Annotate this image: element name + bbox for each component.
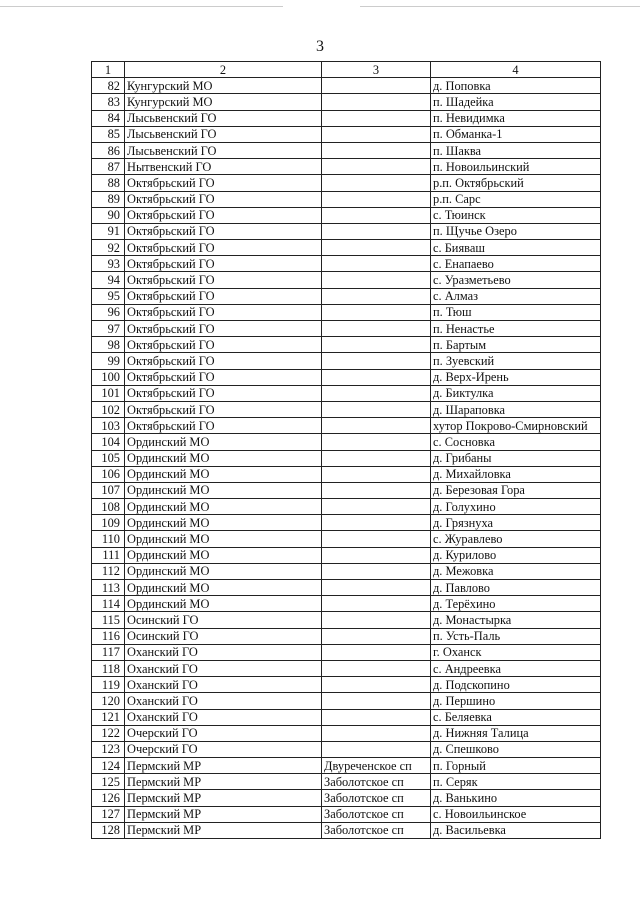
locality-cell: с. Сосновка <box>431 434 601 450</box>
municipality-cell: Ординский МО <box>125 515 322 531</box>
table-row <box>92 660 601 676</box>
row-number-cell: 126 <box>92 790 125 806</box>
settlement-district-cell <box>322 628 431 644</box>
table-row <box>92 369 601 385</box>
table-row <box>92 563 601 579</box>
row-number-cell: 95 <box>92 288 125 304</box>
row-number-cell: 113 <box>92 580 125 596</box>
row-number-cell: 83 <box>92 94 125 110</box>
municipality-cell: Октябрьский ГО <box>125 369 322 385</box>
settlement-district-cell <box>322 240 431 256</box>
locality-cell: с. Бияваш <box>431 240 601 256</box>
locality-cell: п. Зуевский <box>431 353 601 369</box>
locality-cell: д. Нижняя Талица <box>431 725 601 741</box>
row-number-cell: 103 <box>92 418 125 434</box>
table-row <box>92 596 601 612</box>
municipality-cell: Октябрьский ГО <box>125 223 322 239</box>
locality-cell: с. Тюинск <box>431 207 601 223</box>
row-number-cell: 128 <box>92 822 125 838</box>
table-row <box>92 741 601 757</box>
municipality-cell: Оханский ГО <box>125 677 322 693</box>
table-row <box>92 644 601 660</box>
row-number-cell: 127 <box>92 806 125 822</box>
municipality-cell: Ординский МО <box>125 547 322 563</box>
municipality-cell: Ординский МО <box>125 563 322 579</box>
settlement-district-cell <box>322 256 431 272</box>
locality-cell: д. Голухино <box>431 499 601 515</box>
municipality-cell: Оханский ГО <box>125 693 322 709</box>
table-row <box>92 110 601 126</box>
settlement-district-cell <box>322 288 431 304</box>
locality-cell: с. Журавлево <box>431 531 601 547</box>
locality-cell: д. Шараповка <box>431 401 601 417</box>
row-number-cell: 94 <box>92 272 125 288</box>
settlement-district-cell <box>322 531 431 547</box>
row-number-cell: 100 <box>92 369 125 385</box>
settlement-district-cell: Заболотское сп <box>322 790 431 806</box>
settlement-district-cell <box>322 94 431 110</box>
locality-cell: д. Михайловка <box>431 466 601 482</box>
settlement-district-cell <box>322 434 431 450</box>
settlement-district-cell <box>322 563 431 579</box>
top-rule-right <box>360 6 640 7</box>
municipality-cell: Пермский МР <box>125 758 322 774</box>
row-number-cell: 97 <box>92 321 125 337</box>
table-row <box>92 547 601 563</box>
municipality-cell: Октябрьский ГО <box>125 207 322 223</box>
table-row <box>92 693 601 709</box>
locality-cell: п. Шаква <box>431 142 601 158</box>
settlement-district-cell <box>322 596 431 612</box>
table-row <box>92 434 601 450</box>
table-row <box>92 126 601 142</box>
table-row <box>92 628 601 644</box>
table-row <box>92 321 601 337</box>
settlements-table-container <box>91 61 601 839</box>
table-row <box>92 822 601 838</box>
settlement-district-cell <box>322 272 431 288</box>
locality-cell: с. Новоильинское <box>431 806 601 822</box>
table-row <box>92 515 601 531</box>
table-row <box>92 272 601 288</box>
row-number-cell: 99 <box>92 353 125 369</box>
settlement-district-cell: Заболотское сп <box>322 774 431 790</box>
settlement-district-cell <box>322 385 431 401</box>
locality-cell: п. Шадейка <box>431 94 601 110</box>
table-row <box>92 758 601 774</box>
municipality-cell: Ординский МО <box>125 482 322 498</box>
row-number-cell: 98 <box>92 337 125 353</box>
row-number-cell: 96 <box>92 304 125 320</box>
settlement-district-cell <box>322 191 431 207</box>
municipality-cell: Лысьвенский ГО <box>125 110 322 126</box>
settlement-district-cell <box>322 369 431 385</box>
row-number-cell: 115 <box>92 612 125 628</box>
row-number-cell: 101 <box>92 385 125 401</box>
locality-cell: д. Межовка <box>431 563 601 579</box>
settlement-district-cell <box>322 499 431 515</box>
table-row <box>92 725 601 741</box>
locality-cell: р.п. Сарс <box>431 191 601 207</box>
locality-cell: с. Енапаево <box>431 256 601 272</box>
locality-cell: г. Оханск <box>431 644 601 660</box>
row-number-cell: 120 <box>92 693 125 709</box>
settlement-district-cell: Заболотское сп <box>322 822 431 838</box>
locality-cell: д. Поповка <box>431 78 601 94</box>
row-number-cell: 88 <box>92 175 125 191</box>
row-number-cell: 87 <box>92 159 125 175</box>
locality-cell: д. Спешково <box>431 741 601 757</box>
settlement-district-cell <box>322 482 431 498</box>
row-number-cell: 111 <box>92 547 125 563</box>
table-row <box>92 207 601 223</box>
table-row <box>92 353 601 369</box>
municipality-cell: Лысьвенский ГО <box>125 142 322 158</box>
municipality-cell: Кунгурский МО <box>125 78 322 94</box>
table-row <box>92 142 601 158</box>
table-row <box>92 806 601 822</box>
settlement-district-cell <box>322 159 431 175</box>
settlement-district-cell <box>322 223 431 239</box>
locality-cell: п. Усть-Паль <box>431 628 601 644</box>
table-body <box>92 78 601 839</box>
table-row <box>92 612 601 628</box>
locality-cell: д. Першино <box>431 693 601 709</box>
locality-cell: хутор Покрово-Смирновский <box>431 418 601 434</box>
table-row <box>92 580 601 596</box>
settlement-district-cell: Двуреченское сп <box>322 758 431 774</box>
row-number-cell: 114 <box>92 596 125 612</box>
locality-cell: п. Невидимка <box>431 110 601 126</box>
table-row <box>92 288 601 304</box>
municipality-cell: Очерский ГО <box>125 725 322 741</box>
municipality-cell: Октябрьский ГО <box>125 240 322 256</box>
municipality-cell: Октябрьский ГО <box>125 385 322 401</box>
locality-cell: п. Серяк <box>431 774 601 790</box>
row-number-cell: 107 <box>92 482 125 498</box>
table-row <box>92 531 601 547</box>
settlement-district-cell <box>322 612 431 628</box>
row-number-cell: 86 <box>92 142 125 158</box>
settlement-district-cell <box>322 78 431 94</box>
locality-cell: п. Новоильинский <box>431 159 601 175</box>
row-number-cell: 116 <box>92 628 125 644</box>
top-rule-left <box>0 6 283 7</box>
table-row <box>92 401 601 417</box>
row-number-cell: 84 <box>92 110 125 126</box>
row-number-cell: 104 <box>92 434 125 450</box>
locality-cell: п. Обманка-1 <box>431 126 601 142</box>
row-number-cell: 85 <box>92 126 125 142</box>
row-number-cell: 89 <box>92 191 125 207</box>
municipality-cell: Лысьвенский ГО <box>125 126 322 142</box>
settlement-district-cell <box>322 304 431 320</box>
page-number: 3 <box>316 38 324 55</box>
table-row <box>92 499 601 515</box>
municipality-cell: Октябрьский ГО <box>125 288 322 304</box>
municipality-cell: Октябрьский ГО <box>125 175 322 191</box>
table-row <box>92 191 601 207</box>
settlements-table <box>91 61 601 839</box>
table-row <box>92 774 601 790</box>
row-number-cell: 92 <box>92 240 125 256</box>
row-number-cell: 108 <box>92 499 125 515</box>
municipality-cell: Нытвенский ГО <box>125 159 322 175</box>
row-number-cell: 112 <box>92 563 125 579</box>
column-header-3: 3 <box>322 62 431 78</box>
column-header-2: 2 <box>125 62 322 78</box>
settlement-district-cell <box>322 353 431 369</box>
table-row <box>92 223 601 239</box>
locality-cell: с. Уразметьево <box>431 272 601 288</box>
locality-cell: д. Биктулка <box>431 385 601 401</box>
locality-cell: п. Щучье Озеро <box>431 223 601 239</box>
table-row <box>92 240 601 256</box>
row-number-cell: 124 <box>92 758 125 774</box>
row-number-cell: 90 <box>92 207 125 223</box>
table-row <box>92 418 601 434</box>
locality-cell: с. Андреевка <box>431 660 601 676</box>
table-row <box>92 709 601 725</box>
municipality-cell: Ординский МО <box>125 450 322 466</box>
row-number-cell: 91 <box>92 223 125 239</box>
municipality-cell: Очерский ГО <box>125 741 322 757</box>
municipality-cell: Октябрьский ГО <box>125 321 322 337</box>
row-number-cell: 119 <box>92 677 125 693</box>
locality-cell: д. Павлово <box>431 580 601 596</box>
row-number-cell: 105 <box>92 450 125 466</box>
row-number-cell: 109 <box>92 515 125 531</box>
row-number-cell: 123 <box>92 741 125 757</box>
locality-cell: д. Березовая Гора <box>431 482 601 498</box>
table-header-row <box>92 62 601 78</box>
locality-cell: д. Ванькино <box>431 790 601 806</box>
municipality-cell: Октябрьский ГО <box>125 191 322 207</box>
row-number-cell: 122 <box>92 725 125 741</box>
settlement-district-cell <box>322 709 431 725</box>
municipality-cell: Октябрьский ГО <box>125 401 322 417</box>
settlement-district-cell <box>322 547 431 563</box>
municipality-cell: Пермский МР <box>125 822 322 838</box>
row-number-cell: 125 <box>92 774 125 790</box>
table-row <box>92 337 601 353</box>
column-header-1: 1 <box>92 62 125 78</box>
locality-cell: д. Грибаны <box>431 450 601 466</box>
row-number-cell: 118 <box>92 660 125 676</box>
settlement-district-cell: Заболотское сп <box>322 806 431 822</box>
municipality-cell: Ординский МО <box>125 580 322 596</box>
settlement-district-cell <box>322 337 431 353</box>
locality-cell: д. Верх-Ирень <box>431 369 601 385</box>
table-row <box>92 94 601 110</box>
locality-cell: с. Алмаз <box>431 288 601 304</box>
settlement-district-cell <box>322 126 431 142</box>
table-row <box>92 466 601 482</box>
municipality-cell: Пермский МР <box>125 790 322 806</box>
locality-cell: р.п. Октябрьский <box>431 175 601 191</box>
table-row <box>92 385 601 401</box>
municipality-cell: Пермский МР <box>125 774 322 790</box>
table-row <box>92 450 601 466</box>
settlement-district-cell <box>322 207 431 223</box>
settlement-district-cell <box>322 644 431 660</box>
settlement-district-cell <box>322 466 431 482</box>
settlement-district-cell <box>322 693 431 709</box>
settlement-district-cell <box>322 677 431 693</box>
settlement-district-cell <box>322 515 431 531</box>
municipality-cell: Осинский ГО <box>125 612 322 628</box>
settlement-district-cell <box>322 741 431 757</box>
municipality-cell: Октябрьский ГО <box>125 337 322 353</box>
locality-cell: д. Терёхино <box>431 596 601 612</box>
municipality-cell: Кунгурский МО <box>125 94 322 110</box>
municipality-cell: Ординский МО <box>125 434 322 450</box>
municipality-cell: Ординский МО <box>125 466 322 482</box>
row-number-cell: 110 <box>92 531 125 547</box>
municipality-cell: Октябрьский ГО <box>125 304 322 320</box>
locality-cell: д. Грязнуха <box>431 515 601 531</box>
municipality-cell: Ординский МО <box>125 531 322 547</box>
settlement-district-cell <box>322 321 431 337</box>
locality-cell: д. Курилово <box>431 547 601 563</box>
table-row <box>92 256 601 272</box>
settlement-district-cell <box>322 580 431 596</box>
municipality-cell: Осинский ГО <box>125 628 322 644</box>
locality-cell: п. Ненастье <box>431 321 601 337</box>
locality-cell: д. Подскопино <box>431 677 601 693</box>
municipality-cell: Оханский ГО <box>125 660 322 676</box>
table-row <box>92 159 601 175</box>
municipality-cell: Ординский МО <box>125 596 322 612</box>
row-number-cell: 106 <box>92 466 125 482</box>
row-number-cell: 121 <box>92 709 125 725</box>
settlement-district-cell <box>322 110 431 126</box>
settlement-district-cell <box>322 725 431 741</box>
column-header-4: 4 <box>431 62 601 78</box>
settlement-district-cell <box>322 142 431 158</box>
locality-cell: п. Горный <box>431 758 601 774</box>
locality-cell: п. Бартым <box>431 337 601 353</box>
municipality-cell: Оханский ГО <box>125 644 322 660</box>
settlement-district-cell <box>322 450 431 466</box>
municipality-cell: Ординский МО <box>125 499 322 515</box>
municipality-cell: Октябрьский ГО <box>125 353 322 369</box>
table-row <box>92 482 601 498</box>
table-row <box>92 304 601 320</box>
table-row <box>92 175 601 191</box>
settlement-district-cell <box>322 418 431 434</box>
municipality-cell: Оханский ГО <box>125 709 322 725</box>
row-number-cell: 102 <box>92 401 125 417</box>
row-number-cell: 82 <box>92 78 125 94</box>
municipality-cell: Пермский МР <box>125 806 322 822</box>
locality-cell: п. Тюш <box>431 304 601 320</box>
municipality-cell: Октябрьский ГО <box>125 418 322 434</box>
locality-cell: д. Монастырка <box>431 612 601 628</box>
municipality-cell: Октябрьский ГО <box>125 256 322 272</box>
table-row <box>92 790 601 806</box>
locality-cell: с. Беляевка <box>431 709 601 725</box>
row-number-cell: 93 <box>92 256 125 272</box>
table-row <box>92 78 601 94</box>
settlement-district-cell <box>322 401 431 417</box>
row-number-cell: 117 <box>92 644 125 660</box>
locality-cell: д. Васильевка <box>431 822 601 838</box>
settlement-district-cell <box>322 660 431 676</box>
municipality-cell: Октябрьский ГО <box>125 272 322 288</box>
table-row <box>92 677 601 693</box>
settlement-district-cell <box>322 175 431 191</box>
